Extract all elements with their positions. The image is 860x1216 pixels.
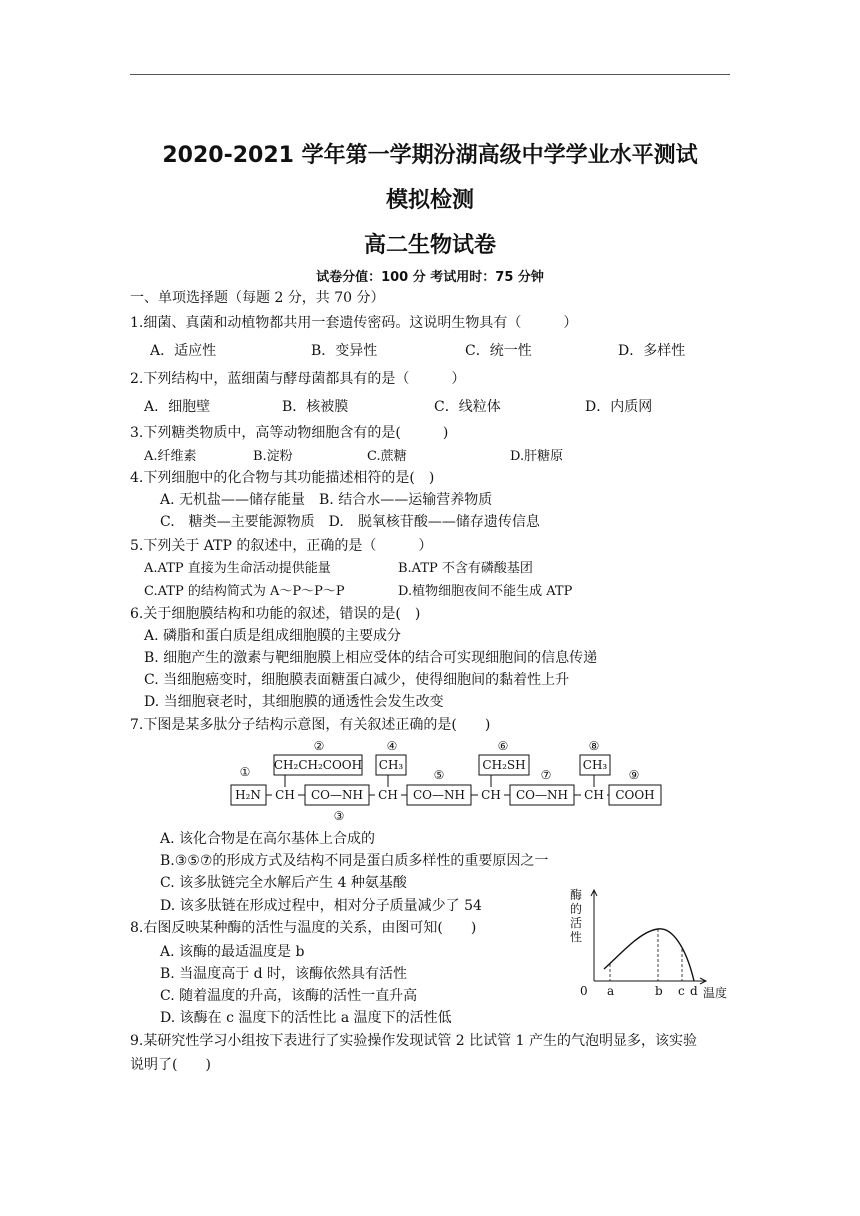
graph-ylabel-4: 性 <box>570 930 583 944</box>
q5-option-c: C.ATP 的结构简式为 A～P～P～P <box>144 584 345 599</box>
q3-option-d: D.肝糖原 <box>510 449 564 464</box>
carboxyl-terminus: COOH <box>615 788 655 802</box>
q8-option-a: A. 该酶的最适温度是 b <box>160 944 305 960</box>
label-3: ③ <box>333 809 345 823</box>
label-7: ⑦ <box>540 768 552 782</box>
q5-option-d: D.植物细胞夜间不能生成 ATP <box>398 584 573 599</box>
activity-curve <box>604 929 694 981</box>
q6-option-d: D. 当细胞衰老时，其细胞膜的通透性会发生改变 <box>144 694 444 710</box>
exam-title: 2020-2021 学年第一学期汾湖高级中学学业水平测试 <box>162 143 698 168</box>
question-9-line-1: 9.某研究性学习小组按下表进行了实验操作发现试管 2 比试管 1 产生的气泡明显多，该实验 <box>130 1033 697 1049</box>
subject-title: 高二生物试卷 <box>363 233 496 258</box>
label-1: ① <box>239 765 251 779</box>
q7-option-c: C. 该多肽链完全水解后产生 4 种氨基酸 <box>160 875 407 891</box>
alpha-carbon-4: CH <box>584 788 604 802</box>
question-1: 1.细菌、真菌和动植物都共用一套遗传密码。这说明生物具有（ ） <box>130 315 578 331</box>
q2-option-a: A．细胞壁 <box>144 399 211 415</box>
q1-option-b: B．变异性 <box>311 343 378 359</box>
enzyme-activity-graph <box>560 885 740 1000</box>
q5-option-b: B.ATP 不含有磷酸基团 <box>398 561 533 576</box>
graph-xlabel: 温度 <box>703 986 728 1000</box>
question-3: 3.下列糖类物质中，高等动物细胞含有的是( ) <box>130 425 449 441</box>
q3-option-c: C.蔗糖 <box>367 449 407 464</box>
alpha-carbon-1: CH <box>275 788 295 802</box>
amino-terminus: H₂N <box>235 788 261 802</box>
q3-option-b: B.淀粉 <box>253 449 293 464</box>
q7-option-d: D. 该多肽链在形成过程中，相对分子质量减少了 54 <box>160 898 482 914</box>
q8-option-d: D. 该酶在 c 温度下的活性比 a 温度下的活性低 <box>160 1010 452 1026</box>
r-group-4: CH₃ <box>582 758 608 772</box>
graph-tick-b: b <box>655 984 663 998</box>
label-8: ⑧ <box>588 739 600 753</box>
label-6: ⑥ <box>497 739 509 753</box>
q6-option-b: B. 细胞产生的激素与靶细胞膜上相应受体的结合可实现细胞间的信息传递 <box>144 650 598 666</box>
alpha-carbon-3: CH <box>481 788 501 802</box>
r-group-2: CH₃ <box>378 758 404 772</box>
r-group-1: CH₂CH₂COOH <box>273 758 363 772</box>
q1-option-a: A．适应性 <box>150 343 217 359</box>
graph-ylabel-1: 酶 <box>570 888 583 902</box>
q3-option-a: A.纤维素 <box>144 449 197 464</box>
exam-info: 试卷分值：100 分 考试用时：75 分钟 <box>316 270 544 285</box>
label-9: ⑨ <box>628 768 640 782</box>
question-2: 2.下列结构中，蓝细菌与酵母菌都具有的是（ ） <box>130 371 466 387</box>
question-6: 6.关于细胞膜结构和功能的叙述，错误的是( ) <box>130 606 421 622</box>
question-8: 8.右图反映某种酶的活性与温度的关系，由图可知( ) <box>130 920 477 936</box>
graph-tick-a: a <box>607 984 615 998</box>
section-heading: 一、单项选择题（每题 2 分，共 70 分） <box>130 290 385 306</box>
question-7: 7.下图是某多肽分子结构示意图，有关叙述正确的是( ) <box>130 717 491 733</box>
question-9-line-2: 说明了( ) <box>130 1057 211 1073</box>
graph-tick-d: d <box>690 984 698 998</box>
label-5: ⑤ <box>433 768 445 782</box>
graph-origin: 0 <box>580 984 588 998</box>
graph-ylabel-3: 活 <box>570 916 583 930</box>
q4-options-cd: C. 糖类—主要能源物质 D. 脱氧核苷酸——储存遗传信息 <box>160 514 540 530</box>
alpha-carbon-2: CH <box>378 788 398 802</box>
label-2: ② <box>313 739 325 753</box>
q7-option-a: A. 该化合物是在高尔基体上合成的 <box>160 831 376 847</box>
peptide-bond-2: CO—NH <box>413 788 465 802</box>
q4-options-ab: A. 无机盐——储存能量 B. 结合水——运输营养物质 <box>160 492 493 508</box>
q8-option-c: C. 随着温度的升高，该酶的活性一直升高 <box>160 988 418 1004</box>
q1-option-c: C．统一性 <box>465 343 532 359</box>
q1-option-d: D．多样性 <box>618 343 686 359</box>
q6-option-c: C. 当细胞癌变时，细胞膜表面糖蛋白减少，使得细胞间的黏着性上升 <box>144 672 570 688</box>
question-5: 5.下列关于 ATP 的叙述中，正确的是（ ） <box>130 538 433 554</box>
header-rule <box>130 74 730 75</box>
q7-option-b: B.③⑤⑦的形成方式及结构不同是蛋白质多样性的重要原因之一 <box>160 853 549 869</box>
q8-option-b: B. 当温度高于 d 时，该酶依然具有活性 <box>160 966 408 982</box>
r-group-3: CH₂SH <box>482 758 526 772</box>
q2-option-b: B．核被膜 <box>282 399 349 415</box>
label-4: ④ <box>386 739 398 753</box>
question-4: 4.下列细胞中的化合物与其功能描述相符的是( ) <box>130 470 435 486</box>
peptide-bond-1: CO—NH <box>311 788 363 802</box>
q6-option-a: A. 磷脂和蛋白质是组成细胞膜的主要成分 <box>144 628 402 644</box>
q2-option-d: D．内质网 <box>585 399 653 415</box>
graph-tick-c: c <box>678 984 685 998</box>
q5-option-a: A.ATP 直接为生命活动提供能量 <box>144 561 331 576</box>
exam-subtitle: 模拟检测 <box>385 188 474 213</box>
graph-ylabel-2: 的 <box>570 902 583 916</box>
polypeptide-diagram <box>225 734 665 824</box>
peptide-bond-3: CO—NH <box>516 788 568 802</box>
q2-option-c: C．线粒体 <box>434 399 501 415</box>
